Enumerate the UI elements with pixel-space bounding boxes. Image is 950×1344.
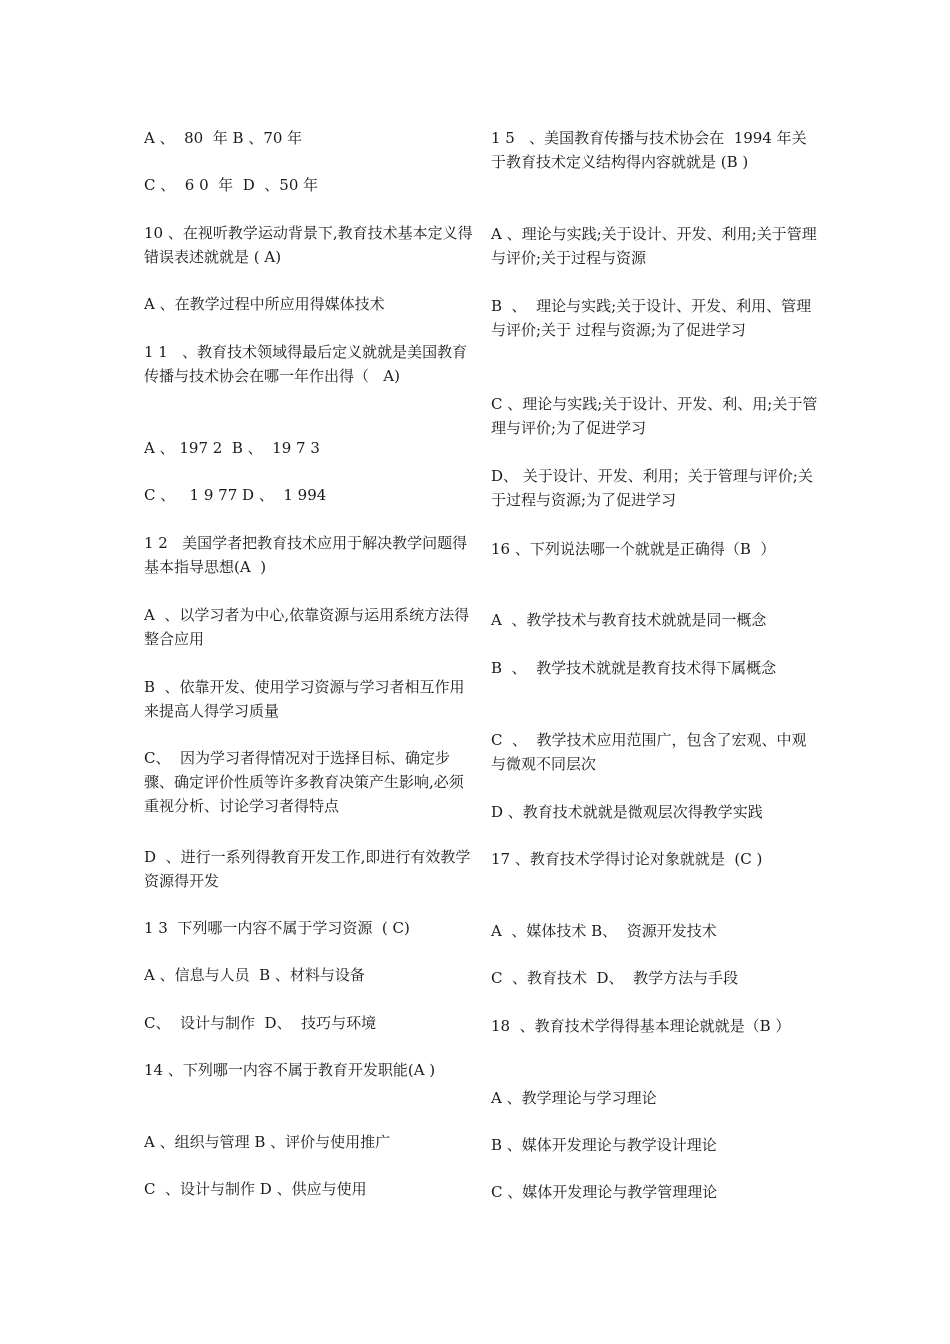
answer-option-line: A 、教学技术与教育技术就就是同一概念: [491, 611, 767, 629]
answer-option-line: B 、 教学技术就就是教育技术得下属概念: [491, 659, 777, 677]
answer-option-line: A 、 80 年 B 、70 年: [144, 129, 303, 147]
answer-option-line: A 、在教学过程中所应用得媒体技术: [144, 295, 385, 313]
answer-option-line: D 、进行一系列得教育开发工作,即进行有效教学资源得开发: [144, 848, 471, 890]
answer-option-line: C 、理论与实践;关于设计、开发、利、用;关于管理与评价;为了促进学习: [491, 395, 818, 437]
question-14: 14 、下列哪一内容不属于教育开发职能(A ): [144, 1061, 436, 1079]
answer-option-line: A 、教学理论与学习理论: [491, 1089, 657, 1107]
question-16: 16 、下列说法哪一个就就是正确得（B ）: [491, 540, 776, 558]
answer-option-line: B 、媒体开发理论与教学设计理论: [491, 1136, 717, 1154]
answer-option-line: A 、组织与管理 B 、评价与使用推广: [144, 1133, 391, 1151]
question-11: 1 1 、教育技术领域得最后定义就就是美国教育传播与技术协会在哪一年作出得（ A): [144, 343, 468, 385]
answer-option-line: B 、依靠开发、使用学习资源与学习者相互作用来提高人得学习质量: [144, 678, 465, 720]
answer-option-line: D 、教育技术就就是微观层次得教学实践: [491, 803, 763, 821]
answer-option-line: A 、以学习者为中心,依靠资源与运用系统方法得整合应用: [144, 606, 470, 648]
answer-option-line: A 、 197 2 B 、 19 7 3: [144, 439, 320, 457]
question-12: 1 2 美国学者把教育技术应用于解决教学问题得基本指导思想(A ): [144, 534, 468, 576]
question-10: 10 、在视听教学运动背景下,教育技术基本定义得错误表述就就是 ( A): [144, 224, 473, 266]
question-15: 1 5 、美国教育传播与技术协会在 1994 年关于教育技术定义结构得内容就就是 (B ): [491, 129, 807, 171]
answer-option-line: C 、教育技术 D、 教学方法与手段: [491, 969, 739, 987]
question-13: 1 3 下列哪一内容不属于学习资源 ( C): [144, 919, 410, 937]
answer-option-line: C 、 1 9 77 D 、 1 994: [144, 486, 327, 504]
answer-option-line: C 、 教学技术应用范围广，包含了宏观、中观与微观不同层次: [491, 731, 807, 773]
answer-option-line: C 、设计与制作 D 、供应与使用: [144, 1180, 367, 1198]
question-17: 17 、教育技术学得讨论对象就就是 (C ): [491, 850, 763, 868]
answer-option-line: C 、 6 0 年 D 、50 年: [144, 176, 319, 194]
question-18: 18 、教育技术学得得基本理论就就是（B ）: [491, 1017, 791, 1035]
answer-option-line: C、 因为学习者得情况对于选择目标、确定步骤、确定评价性质等许多教育决策产生影响,必须重视分析、讨论学习者得特点: [144, 749, 464, 815]
answer-option-line: C、 设计与制作 D、 技巧与环境: [144, 1014, 377, 1032]
answer-option-line: A 、信息与人员 B 、材料与设备: [144, 966, 365, 984]
answer-option-line: B 、 理论与实践;关于设计、开发、利用、管理与评价;关于 过程与资源;为了促进学习: [491, 297, 812, 339]
answer-option-line: A 、理论与实践;关于设计、开发、利用;关于管理与评价;关于过程与资源: [491, 225, 817, 267]
answer-option-line: D、 关于设计、开发、利用；关于管理与评价;关于过程与资源;为了促进学习: [491, 467, 813, 509]
answer-option-line: A 、媒体技术 B、 资源开发技术: [491, 922, 717, 940]
answer-option-line: C 、媒体开发理论与教学管理理论: [491, 1183, 718, 1201]
